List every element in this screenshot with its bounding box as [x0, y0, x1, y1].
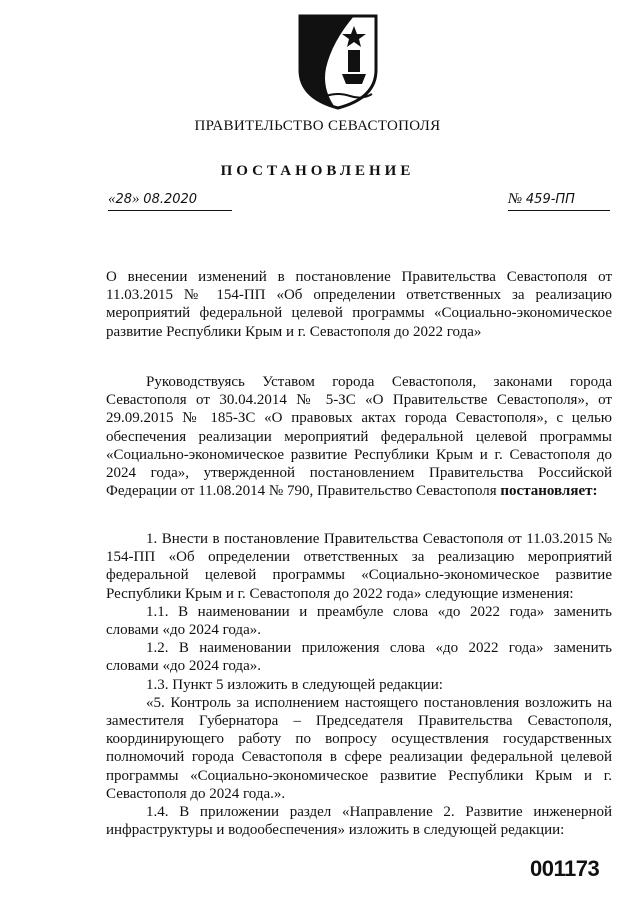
decree-word: постановляет:: [500, 483, 598, 500]
number-value: 459-ПП: [525, 192, 575, 207]
paragraph-1-1: 1.1. В наименовании и преамбуле слова «до 2022 года» заменить словами «до 2024 года».: [106, 603, 612, 639]
document-type-title: ПОСТАНОВЛЕНИЕ: [220, 163, 415, 179]
paragraph-1: 1. Внести в постановление Правительства Севастополя от 11.03.2015 № 154-ПП «Об определении ответственных за реализацию мероприятий федеральной целевой программы «Социально-экономическое развитие Республики Крым и г. Севастополя до 2022 года» следующие изменения:: [106, 531, 612, 602]
number-label: №: [508, 191, 523, 207]
serial-number: 001173: [530, 856, 600, 881]
date-month-year: 08.2020: [143, 192, 198, 207]
document-date: «28» 08.2020: [108, 191, 232, 211]
document-subject: [106, 268, 612, 341]
sevastopol-coat-of-arms: [296, 12, 380, 110]
subject-text: О внесении изменений в постановление Правительства Севастополя от 11.03.2015 № 154-ПП «Об определении ответственных за реализацию мероприятий федеральной целевой программы «Социально-экономическое развитие Республики Крым и г. Севастополя до 2022 года»: [106, 269, 612, 340]
preamble: [106, 373, 612, 500]
document-number: [508, 191, 610, 211]
paragraph-point-5: «5. Контроль за исполнением настоящего постановления возложить на заместителя Губернатора – Председателя Правительства Севастополя, координирующего работу по вопросу осуществления государственных полномочий города Севастополя в сфере реализации федеральной целевой программы «Социально-экономическое развитие Республики Крым и г. Севастополя до 2024 года.».: [106, 694, 612, 802]
paragraph-1-4: 1.4. В приложении раздел «Направление 2. Развитие инженерной инфраструктуры и водообеспечения» изложить в следующей редакции:: [106, 804, 612, 839]
date-day: 28: [115, 192, 133, 207]
government-name: ПРАВИТЕЛЬСТВО СЕВАСТОПОЛЯ: [194, 118, 441, 134]
paragraph-1-3: 1.3. Пункт 5 изложить в следующей редакции:: [146, 676, 443, 693]
paragraph-1-2: 1.2. В наименовании приложения слова «до 2022 года» заменить словами «до 2024 года».: [106, 640, 612, 675]
decree-body: [106, 530, 612, 839]
preamble-text: Руководствуясь Уставом города Севастополя, законами города Севастополя от 30.04.2014 № 5-ЗС «О Правительстве Севастополя», от 29.09.2015 № 185-ЗС «О правовых актах города Севастополя», с целью обеспечения реализации мероприятий федеральной целевой программы «Социально-экономическое развитие Республики Крым и г. Севастополя до 2024 года», утвержденной постановлением Правительства Российской Федерации от 11.08.2014 № 790, Правительство Севастополя: [106, 374, 612, 500]
